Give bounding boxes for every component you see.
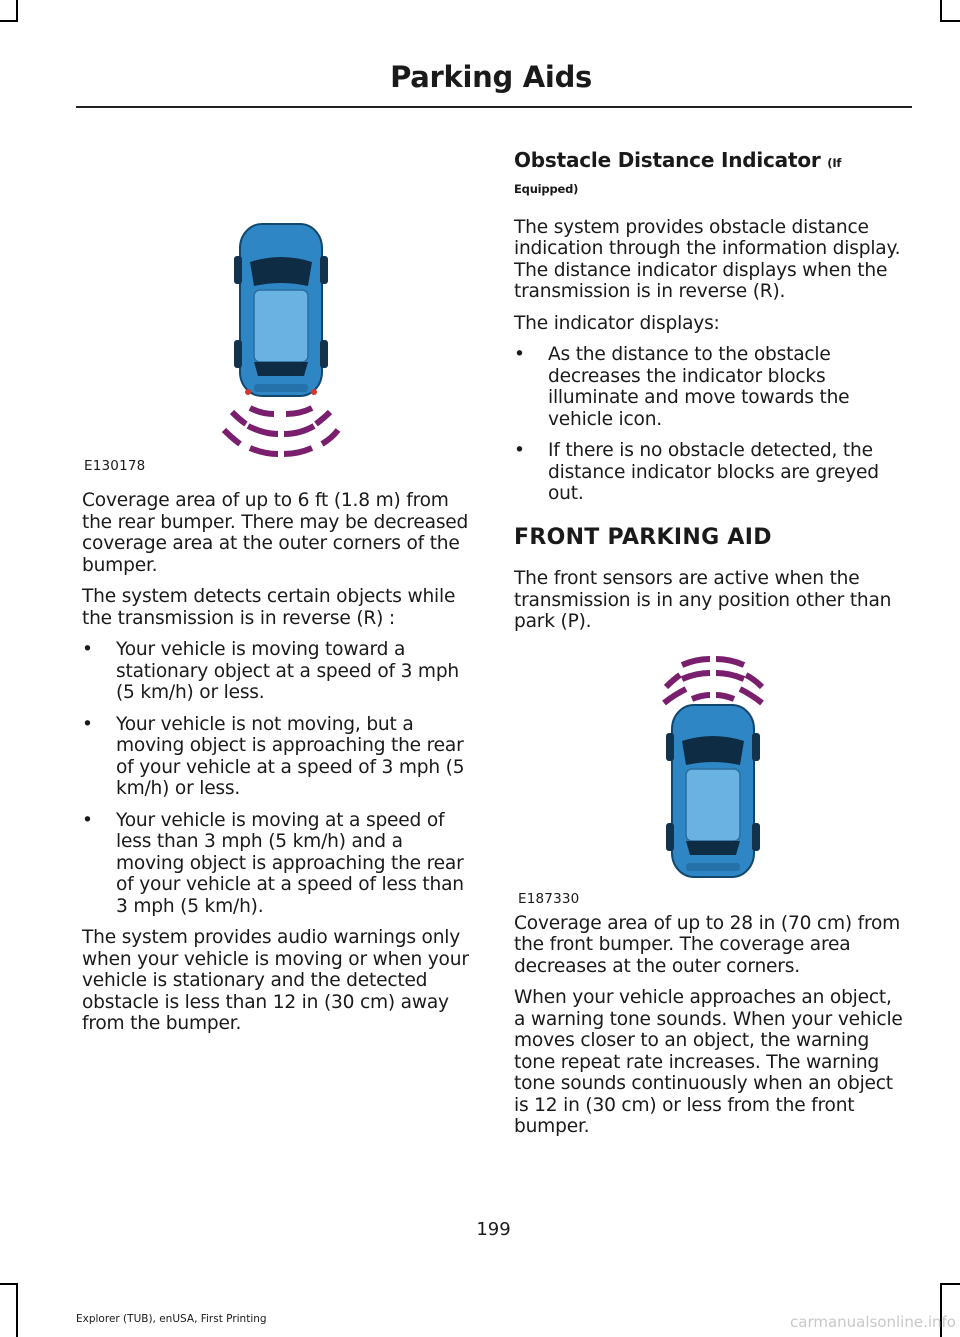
major-heading: FRONT PARKING AID — [514, 524, 772, 550]
paragraph: The front sensors are active when the transmission is in any position other than park (P). — [514, 568, 892, 632]
paragraph: The system provides audio warnings only when your vehicle is moving or when your vehicle is stationary and the detected obstacle is less than 12 in (30 cm) away from the bumper. — [82, 927, 469, 1034]
watermark: carmanualsonline.info — [790, 1313, 956, 1331]
list-item: • Your vehicle is not moving, but a moving object is approaching the rear of your vehicle at a speed of 3 mph (5 km/h) or less. — [82, 713, 465, 799]
paragraph: The system provides obstacle distance indication through the information display. The distance indicator displays when the transmission is in reverse (R). — [514, 216, 901, 302]
paragraph: The system detects certain objects while the transmission is in reverse (R) : — [82, 586, 456, 629]
page-title: Parking Aids — [390, 60, 592, 94]
bullet-list — [82, 639, 476, 917]
crop-mark-top-right-v — [940, 0, 942, 22]
list-item: • If there is no obstacle detected, the distance indicator blocks are greyed out. — [514, 440, 879, 504]
paragraph: Coverage area of up to 28 in (70 cm) from the front bumper. The coverage area decreases at the outer corners. — [514, 912, 901, 977]
rear-sensor-figure — [82, 212, 476, 490]
section-heading-sub: Equipped) — [514, 182, 579, 196]
bullet-list — [514, 344, 908, 505]
crop-mark-bottom-left-v — [16, 1283, 18, 1337]
paragraph: Coverage area of up to 6 ft (1.8 m) from the rear bumper. There may be decreased coverage area at the outer corners of the bumper. — [82, 490, 469, 576]
crop-mark-top-right-h — [940, 20, 960, 22]
crop-mark-bottom-left-h — [0, 1283, 18, 1285]
list-item: • Your vehicle is moving at a speed of less than 3 mph (5 km/h) and a moving object is approaching the rear of your vehicle at a speed of less than 3 mph (5 km/h). — [82, 809, 464, 917]
front-car-illustration — [514, 643, 908, 913]
crop-mark-bottom-right-h — [940, 1283, 960, 1285]
header-rule — [76, 106, 912, 108]
crop-mark-top-left-h — [0, 20, 18, 22]
page-number: 199 — [476, 1219, 511, 1240]
bullet-icon: • — [82, 639, 93, 660]
list-item: • As the distance to the obstacle decreases the indicator blocks illuminate and move towards the vehicle icon. — [514, 344, 850, 430]
bullet-icon: • — [82, 809, 93, 831]
left-column — [82, 212, 476, 1045]
front-sensor-arcs — [664, 659, 762, 703]
bullet-icon: • — [82, 713, 93, 735]
list-item: • Your vehicle is moving toward a stationary object at a speed of 3 mph (5 km/h) or less. — [82, 639, 460, 703]
front-sensor-figure — [514, 643, 908, 913]
paragraph: When your vehicle approaches an object, a warning tone sounds. When your vehicle moves closer to an object, the warning tone repeat rate increases. The warning tone sounds continuously when an object is 12 in (30 cm) or less from the front bumper. — [514, 987, 903, 1137]
figure-code: E187330 — [518, 890, 580, 907]
section-heading: Obstacle Distance Indicator (If — [514, 148, 842, 172]
right-column — [514, 148, 908, 1148]
bullet-icon: • — [514, 344, 525, 365]
rear-sensor-arcs — [224, 408, 338, 454]
paragraph: The indicator displays: — [514, 312, 720, 334]
crop-mark-top-left-v — [16, 0, 18, 22]
figure-code: E130178 — [84, 458, 146, 474]
footer-text: Explorer (TUB), enUSA, First Printing — [76, 1313, 267, 1325]
rear-car-illustration — [82, 212, 476, 490]
bullet-icon: • — [514, 440, 525, 461]
